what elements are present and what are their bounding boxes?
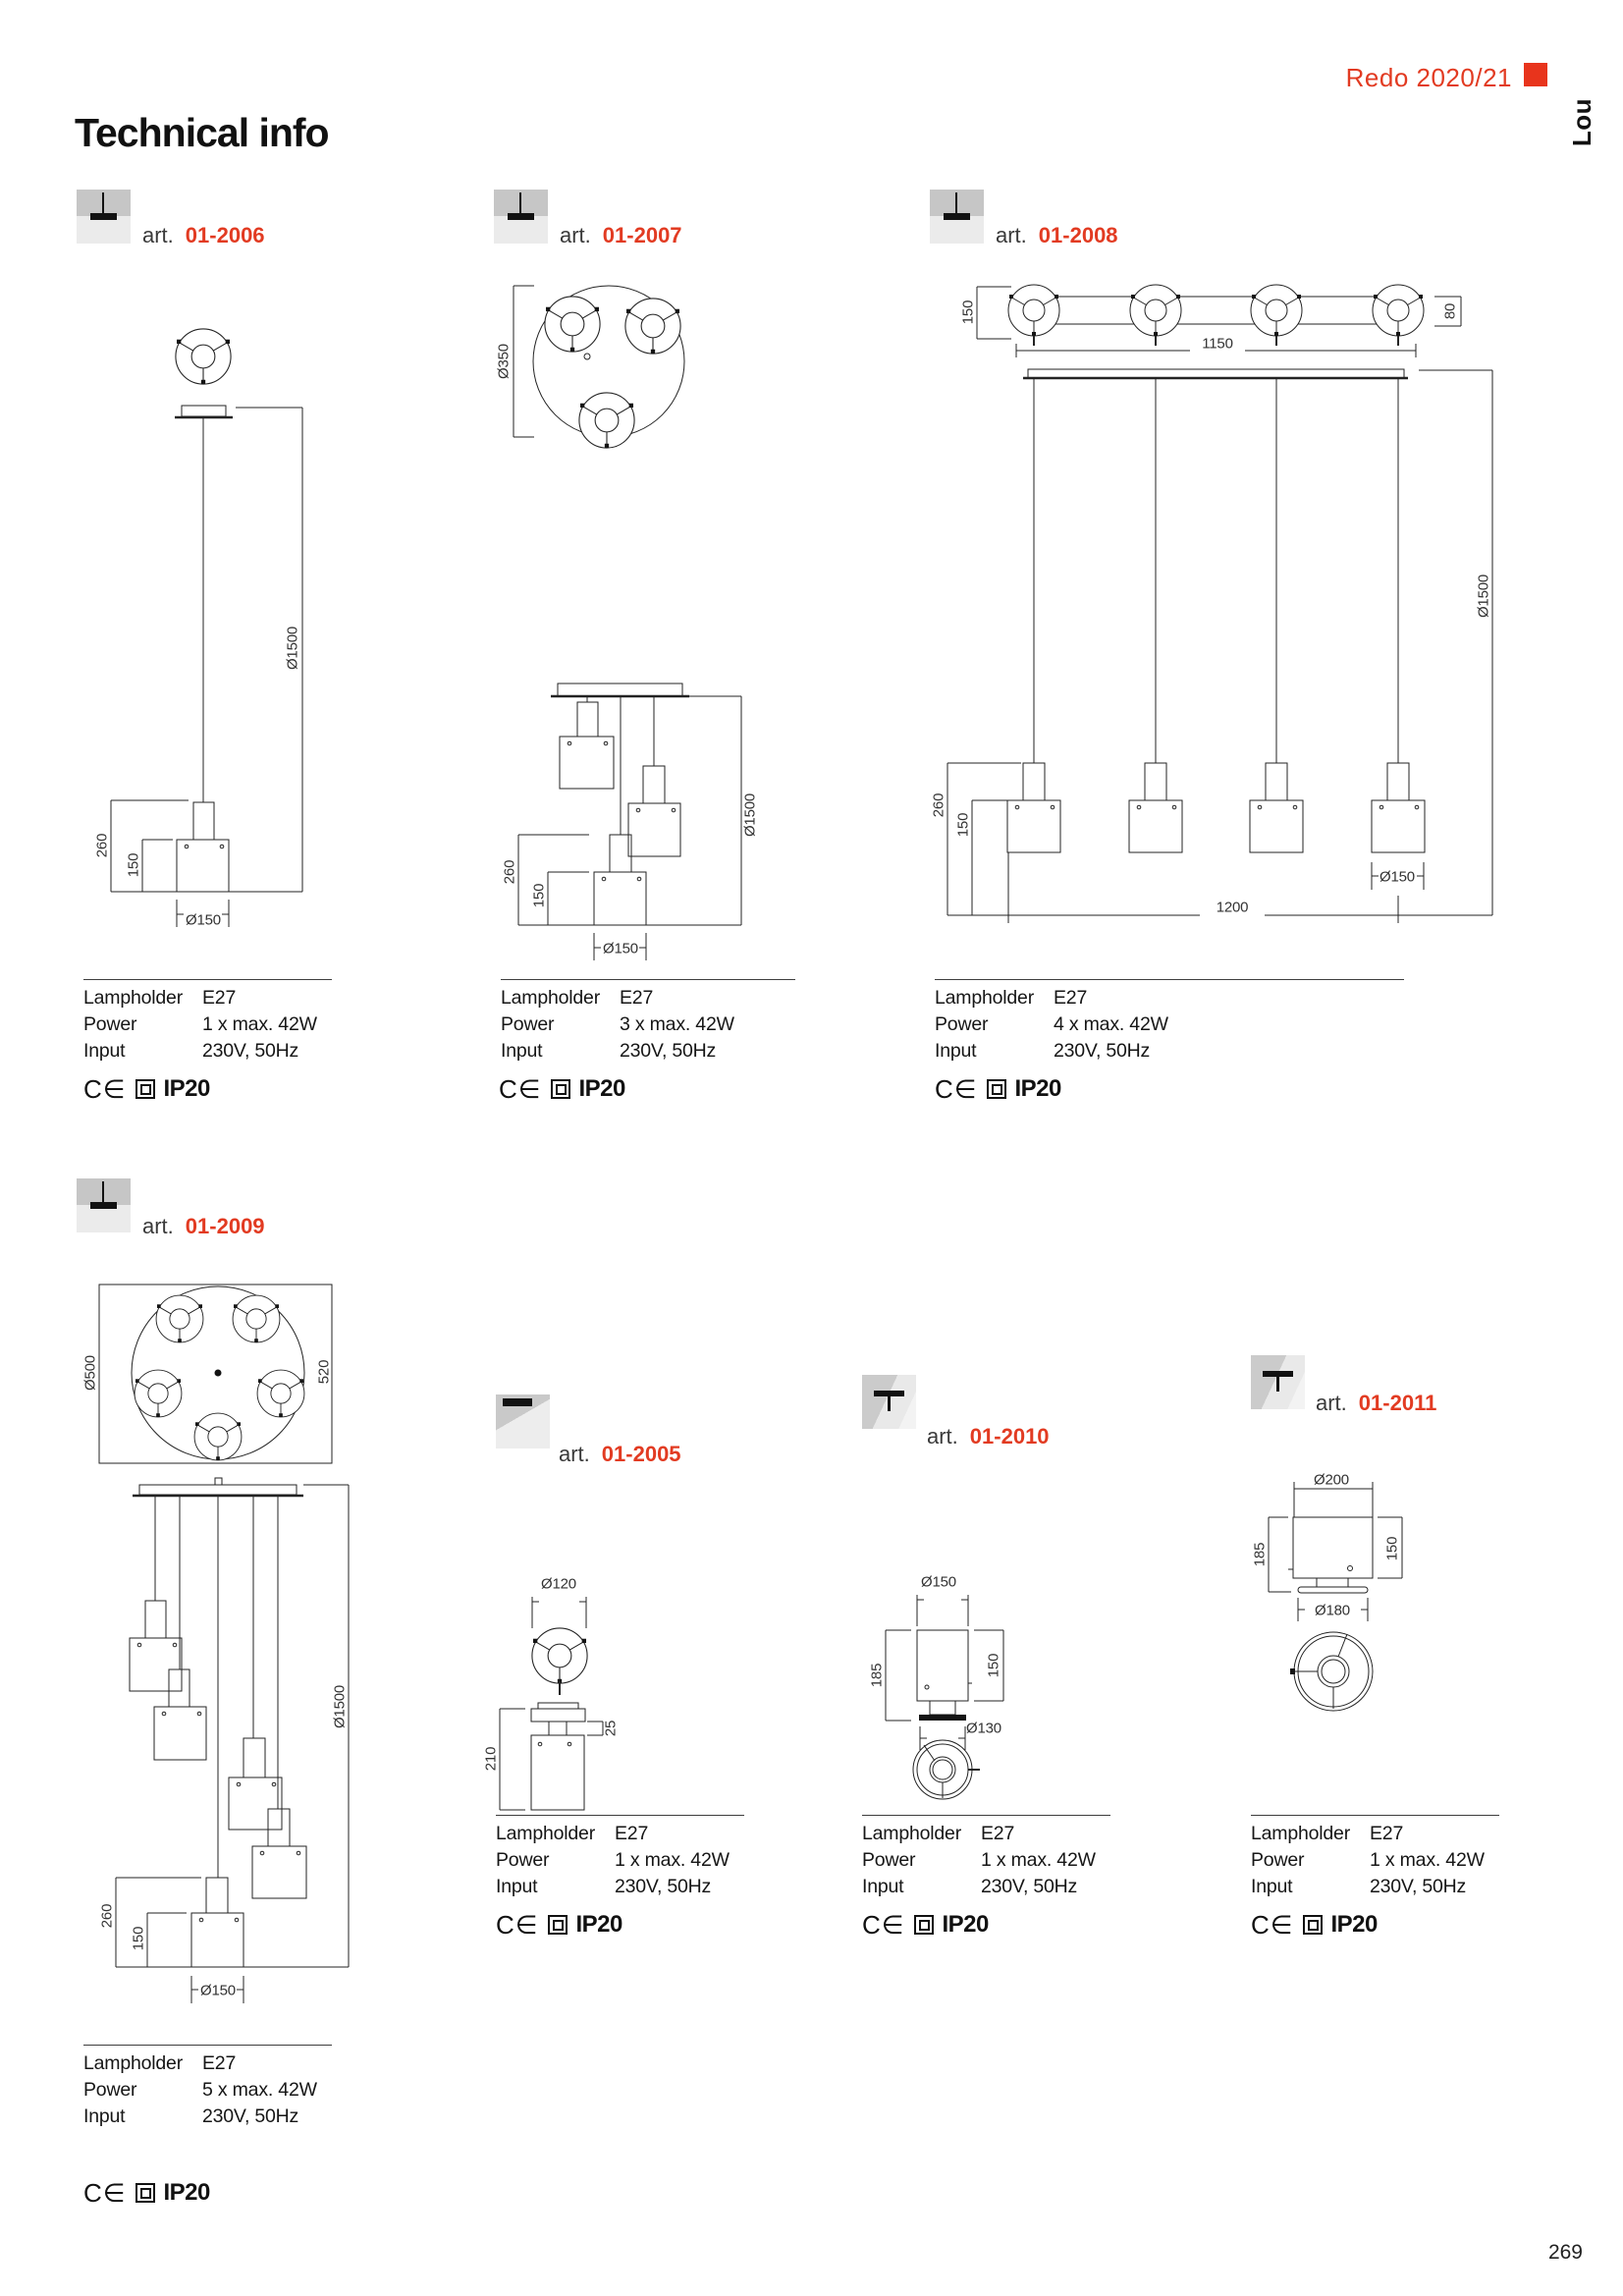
dim-label: Ø1500 [284, 626, 301, 671]
spec-row: Power 1 x max. 42W [496, 1849, 730, 1871]
drawing-01-2009 [82, 1285, 350, 2003]
spec-row: Power 3 x max. 42W [501, 1013, 734, 1035]
dim-label: 210 [482, 1746, 500, 1772]
dim-label: 150 [125, 852, 142, 878]
drawing-01-2006 [94, 329, 303, 929]
class-ii-icon [135, 2183, 155, 2203]
certification-01-2009 [83, 2178, 210, 2208]
dim-label: 520 [315, 1359, 333, 1385]
dim-label: 150 [985, 1653, 1002, 1678]
ip-rating: IP20 [575, 1911, 622, 1938]
dim-label: Ø150 [921, 1573, 956, 1591]
art-number-01-2006: art. 01-2006 [142, 223, 265, 247]
collection-name: Lou [1567, 98, 1596, 147]
spec-row: Lampholder E27 [83, 987, 237, 1009]
spec-row: Power 1 x max. 42W [1251, 1849, 1485, 1871]
dim-label: Ø500 [81, 1355, 99, 1391]
dim-label: 260 [501, 859, 518, 885]
dim-label: 260 [98, 1903, 116, 1929]
dim-label: Ø120 [541, 1575, 576, 1593]
dim-label: 150 [130, 1926, 147, 1951]
class-ii-icon [914, 1915, 934, 1935]
page-number: 269 [1547, 2241, 1583, 2264]
spec-row: Input 230V, 50Hz [1251, 1876, 1467, 1897]
ce-mark: C∈ [499, 1073, 542, 1104]
dim-label: Ø1500 [741, 793, 759, 838]
art-word: art. [996, 223, 1027, 247]
class-ii-icon [135, 1079, 155, 1099]
spec-table-01-2009 [83, 2045, 332, 2130]
dim-label: 260 [93, 833, 111, 858]
drawing-01-2008 [931, 285, 1493, 923]
certification-01-2007 [499, 1074, 625, 1104]
dim-label: Ø1500 [331, 1684, 349, 1729]
dim-label: Ø150 [1380, 868, 1415, 886]
dim-label: 150 [1383, 1536, 1401, 1561]
spec-row: Input 230V, 50Hz [496, 1876, 712, 1897]
spec-row: Lampholder E27 [83, 2052, 237, 2074]
dim-label: Ø180 [1315, 1602, 1350, 1619]
dim-label: 150 [954, 812, 972, 838]
ip-rating: IP20 [578, 1075, 625, 1102]
spec-table-01-2010 [862, 1815, 1110, 1900]
art-number-01-2010: art. 01-2010 [927, 1424, 1050, 1449]
art-word: art. [927, 1424, 958, 1449]
spec-row: Lampholder E27 [862, 1823, 1015, 1844]
class-ii-icon [548, 1915, 568, 1935]
spec-table-01-2007 [501, 979, 795, 1065]
dim-label: Ø130 [966, 1720, 1001, 1737]
spec-row: Input 230V, 50Hz [83, 1040, 299, 1062]
dim-label: Ø150 [200, 1982, 236, 1999]
art-word: art. [142, 1214, 174, 1238]
art-number-01-2011: art. 01-2011 [1316, 1391, 1437, 1415]
spec-row: Lampholder E27 [501, 987, 654, 1009]
ip-rating: IP20 [163, 1075, 210, 1102]
certification-01-2006 [83, 1074, 210, 1104]
drawing-01-2010 [869, 1574, 1004, 1800]
ce-mark: C∈ [83, 1073, 127, 1104]
dim-label: Ø150 [186, 911, 221, 929]
ip-rating: IP20 [163, 2179, 210, 2206]
ce-mark: C∈ [935, 1073, 978, 1104]
dim-label: 150 [530, 883, 548, 908]
class-ii-icon [1303, 1915, 1323, 1935]
ip-rating: IP20 [1330, 1911, 1378, 1938]
ce-mark: C∈ [1251, 1909, 1294, 1940]
certification-01-2011 [1251, 1910, 1378, 1940]
certification-01-2008 [935, 1074, 1061, 1104]
spec-table-01-2006 [83, 979, 332, 1065]
drawing-01-2005 [483, 1576, 620, 1811]
spec-table-01-2008 [935, 979, 1404, 1065]
class-ii-icon [987, 1079, 1006, 1099]
ip-rating: IP20 [942, 1911, 989, 1938]
class-ii-icon [551, 1079, 570, 1099]
spec-table-01-2005 [496, 1815, 744, 1900]
dim-label: 185 [868, 1663, 886, 1688]
certification-01-2005 [496, 1910, 622, 1940]
art-word: art. [1316, 1391, 1347, 1415]
ip-rating: IP20 [1014, 1075, 1061, 1102]
spec-row: Power 4 x max. 42W [935, 1013, 1168, 1035]
art-number-01-2005: art. 01-2005 [559, 1442, 681, 1466]
dim-label: 80 [1441, 302, 1459, 320]
spec-table-01-2011 [1251, 1815, 1499, 1900]
dim-label: Ø150 [603, 940, 638, 957]
dim-label: Ø350 [495, 344, 513, 379]
spec-row: Lampholder E27 [935, 987, 1088, 1009]
dim-label: 1200 [1216, 899, 1249, 916]
spec-row: Input 230V, 50Hz [83, 2105, 299, 2127]
spec-row: Lampholder E27 [1251, 1823, 1404, 1844]
dim-label: 150 [959, 300, 977, 325]
drawing-01-2011 [1252, 1472, 1403, 1712]
ce-mark: C∈ [496, 1909, 539, 1940]
ce-mark: C∈ [862, 1909, 905, 1940]
art-word: art. [142, 223, 174, 247]
art-word: art. [559, 1442, 590, 1466]
dim-label: 1150 [1202, 335, 1233, 353]
dim-label: 25 [602, 1720, 620, 1737]
spec-row: Power 1 x max. 42W [862, 1849, 1096, 1871]
page-title: Technical info [75, 110, 329, 155]
dim-label: Ø1500 [1475, 574, 1492, 619]
ce-mark: C∈ [83, 2177, 127, 2208]
spec-row: Power 1 x max. 42W [83, 1013, 317, 1035]
drawing-01-2007 [496, 286, 759, 960]
brand-edition: Redo 2020/21 [1345, 63, 1512, 92]
spec-row: Input 230V, 50Hz [862, 1876, 1078, 1897]
spec-row: Input 230V, 50Hz [935, 1040, 1151, 1062]
dim-label: 260 [930, 793, 947, 818]
spec-row: Input 230V, 50Hz [501, 1040, 717, 1062]
certification-01-2010 [862, 1910, 989, 1940]
art-word: art. [560, 223, 591, 247]
art-number-01-2008: art. 01-2008 [996, 223, 1118, 247]
dim-label: Ø200 [1314, 1471, 1349, 1489]
art-number-01-2009: art. 01-2009 [142, 1214, 265, 1238]
dim-label: 185 [1251, 1542, 1269, 1567]
art-number-01-2007: art. 01-2007 [560, 223, 682, 247]
spec-row: Lampholder E27 [496, 1823, 649, 1844]
spec-row: Power 5 x max. 42W [83, 2079, 317, 2101]
